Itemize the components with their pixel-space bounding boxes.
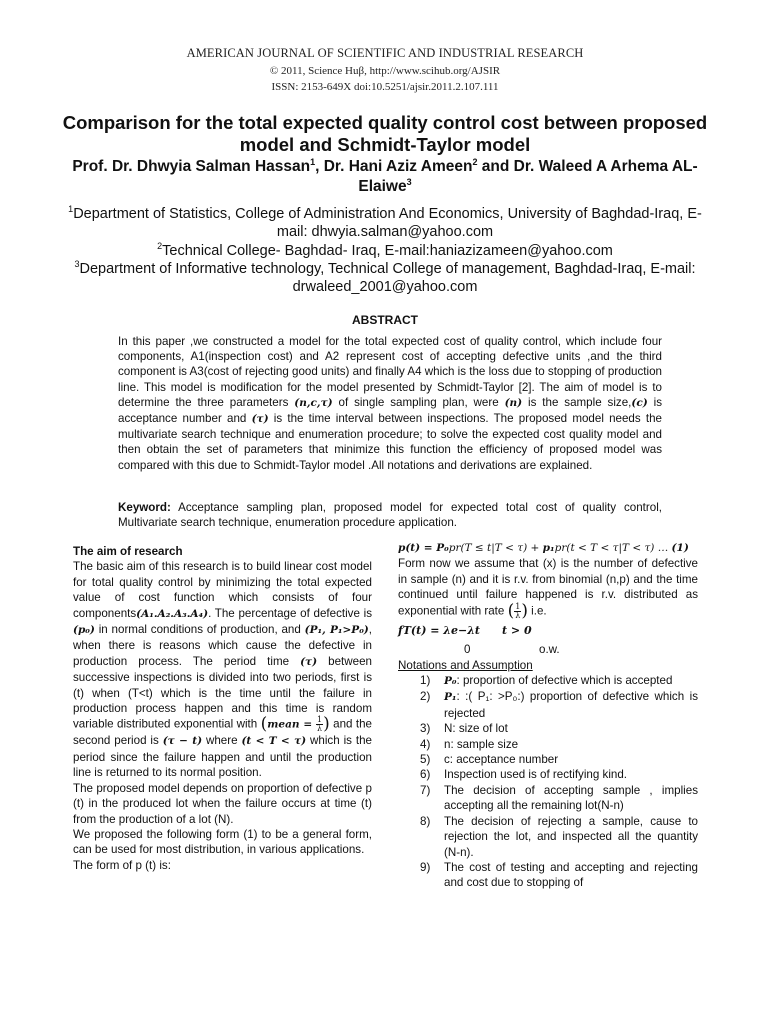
abstract-math-tau: (τ) — [251, 413, 269, 426]
aim-text-5: between successive inspections is divided into two periods, first is (t) when (T<t) which is the time until the failure in production process happen and this time is random variable distributed exponential with — [73, 654, 372, 732]
list-item-text: N: size of lot — [444, 722, 508, 736]
equation-1-number: (1) — [671, 542, 689, 554]
abstract-math-n: (n) — [504, 396, 523, 409]
list-item-number: 7) — [420, 783, 431, 797]
aim-math-tau: (τ) — [300, 655, 318, 668]
equation-1-term-1: pr(T ≤ t|T < τ) + — [448, 542, 543, 554]
abstract-text-1: In this paper ,we constructed a model for the total expected cost of quality control, which include four components, A1(inspection cost) and A2 represent cost of accepting defective units ,and the third component is A3(cost of rejecting good units) and finally A4 which is the loss due to stopping of production line. This model is modification for the model presented by Schmidt-Taylor [2]. The aim of model is to determine the three parameters — [118, 335, 662, 409]
list-item-text: : :( P₁: >P₀:) proportion of defective which is rejected — [444, 690, 698, 720]
list-item-number: 6) — [420, 768, 431, 782]
paren-open: ( — [260, 714, 268, 735]
notations-list — [398, 673, 698, 891]
list-item — [398, 673, 698, 689]
paren-close: ) — [323, 714, 330, 735]
aim-text-4: , when there is reasons which cause the defective in production process. The period time — [73, 623, 372, 668]
list-item — [398, 737, 698, 752]
author-list — [60, 157, 710, 197]
pdf-otherwise: o.w. — [539, 642, 560, 656]
notations-heading: Notations and Assumption — [398, 658, 533, 672]
rate-fraction-num: 1 — [515, 601, 521, 611]
proposed-model-paragraph: The proposed model depends on proportion of defective p (t) in the produced lot when the failure occurs at time (t) from the production of a lot (N). — [73, 781, 372, 826]
affiliations — [62, 205, 708, 296]
list-item-number: 3) — [420, 722, 431, 736]
assumption-paragraph — [398, 556, 698, 619]
abstract-math-params: (n,c,τ) — [294, 396, 333, 409]
rate-paren-open: ( — [507, 600, 515, 621]
list-item-math: P₁ — [444, 691, 457, 704]
list-item-text: The decision of accepting sample , implies accepting all the remaining lot(N-n) — [444, 783, 698, 813]
list-item — [398, 814, 698, 860]
equation-1-p1: p₁ — [542, 542, 555, 554]
general-form-paragraph: We proposed the following form (1) to be a general form, can be used for most distribution, in various applications. — [73, 827, 372, 857]
abstract-heading: ABSTRACT — [352, 313, 418, 327]
pdf-zero: 0 — [464, 642, 471, 656]
aim-math-interval: (t < T < τ) — [241, 735, 307, 748]
rate-fraction-den: λ — [515, 610, 521, 620]
journal-issn: ISSN: 2153-649X doi:10.5251/ajsir.2011.2.107.111 — [271, 81, 499, 93]
list-item-text: : proportion of defective which is accepted — [456, 674, 673, 688]
form-of-pt-paragraph: The form of p (t) is: — [73, 858, 171, 872]
author-1: Prof. Dr. Dhwyia Salman Hassan — [72, 158, 311, 175]
list-item-number: 8) — [420, 814, 431, 828]
author-2: , Dr. Hani Aziz Ameen — [315, 158, 473, 175]
pdf-otherwise-row — [398, 642, 698, 658]
assumption-ie: i.e. — [527, 604, 547, 618]
list-item-number: 5) — [420, 753, 431, 767]
list-item-text: The decision of rejecting a sample, cause to rejection the lot, and inspected all the quantity (N-n). — [444, 814, 698, 859]
mean-fraction-den: λ — [317, 724, 323, 734]
aim-text-8: which is the period since the failure happen and until the production line is returned to its normal position. — [73, 734, 372, 780]
aim-text-3: in normal conditions of production, and — [94, 623, 305, 637]
list-item-text: Inspection used is of rectifying kind. — [444, 768, 628, 782]
abstract-text-4: is acceptance number and — [118, 395, 662, 426]
list-item — [398, 721, 698, 736]
list-item-number: 9) — [420, 860, 431, 874]
aim-text-1: The basic aim of this research is to build linear cost model for total quality control by minimizing the total expected value of cost function which consists of four components — [73, 560, 372, 620]
author-3-affil: 3 — [406, 176, 412, 187]
affiliation-2 — [62, 242, 708, 260]
aim-math-components: (A₁.A₂.A₃.A₄) — [136, 607, 209, 620]
rate-paren-close: ) — [521, 600, 528, 621]
abstract-math-c: (c) — [631, 396, 648, 409]
affiliation-1-mark: 1 — [68, 204, 74, 215]
pdf-condition: t > 0 — [502, 623, 532, 637]
abstract-text-3: is the sample size, — [522, 395, 632, 409]
equation-1-lhs: p(t) = P₀ — [398, 542, 449, 554]
affiliation-3-text: Department of Informative technology, Technical College of management, Baghdad-Iraq, E-mail: drwaleed_2001@yahoo.com — [79, 260, 696, 296]
mean-fraction-num: 1 — [317, 715, 323, 725]
abstract-text-2: of single sampling plan, were — [332, 395, 505, 409]
equation-1-term-2: pr(t < T < τ|T < τ) … — [554, 542, 672, 554]
affiliation-2-text: Technical College- Baghdad- Iraq, E-mail:haniazizameen@yahoo.com — [162, 242, 613, 259]
aim-math-p0: (p₀) — [73, 624, 95, 637]
author-2-affil: 2 — [472, 156, 478, 167]
list-item — [398, 783, 698, 814]
aim-math-equals: = — [299, 719, 316, 732]
author-1-affil: 1 — [310, 156, 316, 167]
pdf-row — [398, 620, 698, 642]
affiliation-3 — [62, 260, 708, 297]
aim-text-7: where — [202, 734, 242, 748]
journal-copyright: © 2011, Science Huβ, http://www.scihub.org/AJSIR — [269, 65, 501, 77]
list-item-number: 4) — [420, 737, 431, 751]
pdf-formula: fT(t) = λe−λt — [398, 623, 481, 637]
left-column — [73, 544, 372, 873]
affiliation-1-text: Department of Statistics, College of Administration And Economics, University of Baghdad-Iraq, E-mail: dhwyia.salman@yahoo.com — [73, 206, 702, 241]
list-item-text: The cost of testing and accepting and rejecting and cost due to stopping of — [444, 860, 698, 890]
list-item-number: 2) — [420, 690, 431, 704]
aim-text-6: and the second period is — [73, 718, 373, 748]
affiliation-3-mark: 3 — [74, 259, 80, 270]
list-item-number: 1) — [420, 674, 431, 688]
keywords — [118, 500, 662, 530]
aim-text-2: . The percentage of defective is — [208, 606, 372, 620]
list-item-text: n: sample size — [444, 737, 519, 751]
paper-title: Comparison for the total expected quality control cost between proposed model and Schmidt-Taylor model — [62, 112, 708, 155]
aim-paragraph — [73, 559, 372, 780]
list-item — [398, 752, 698, 767]
assumption-text: Form now we assume that (x) is the number of defective in sample (n) and it is r.v. from binomial (n,p) and the time continued until failure happened is r.v. distributed as exponential with rate — [398, 557, 698, 618]
abstract-text-5: is the time interval between inspections. The proposed model needs the multivariate search technique and enumeration procedure; to solve the expected cost quality model and then obtain the set of parameters that minimize this function the efficiency of proposed model was compared with this due to Schmidt-Taylor model .All notations and derivations are explained. — [118, 412, 662, 472]
list-item — [398, 767, 698, 782]
aim-math-p1: (P₁, P₁>P₀) — [304, 624, 369, 637]
section-heading-aim: The aim of research — [73, 545, 183, 558]
keywords-label: Keyword: — [118, 501, 171, 514]
abstract-body — [118, 334, 662, 473]
list-item — [398, 689, 698, 721]
aim-math-mean: mean — [267, 719, 300, 732]
list-item-text: c: acceptance number — [444, 753, 559, 767]
affiliation-1 — [62, 205, 708, 242]
right-column — [398, 541, 698, 891]
affiliation-2-mark: 2 — [157, 240, 163, 251]
equation-1 — [398, 541, 698, 556]
list-item-math: P₀ — [444, 675, 457, 688]
keywords-text: Acceptance sampling plan, proposed model for expected total cost of quality control, Multivariate search technique, enumeration procedure application. — [118, 501, 662, 530]
aim-math-tau-t: (τ − t) — [162, 735, 203, 748]
journal-name: AMERICAN JOURNAL OF SCIENTIFIC AND INDUSTRIAL RESEARCH — [186, 46, 584, 60]
list-item — [398, 860, 698, 891]
author-3: and Dr. Waleed A Arhema AL-Elaiwe — [358, 158, 698, 195]
